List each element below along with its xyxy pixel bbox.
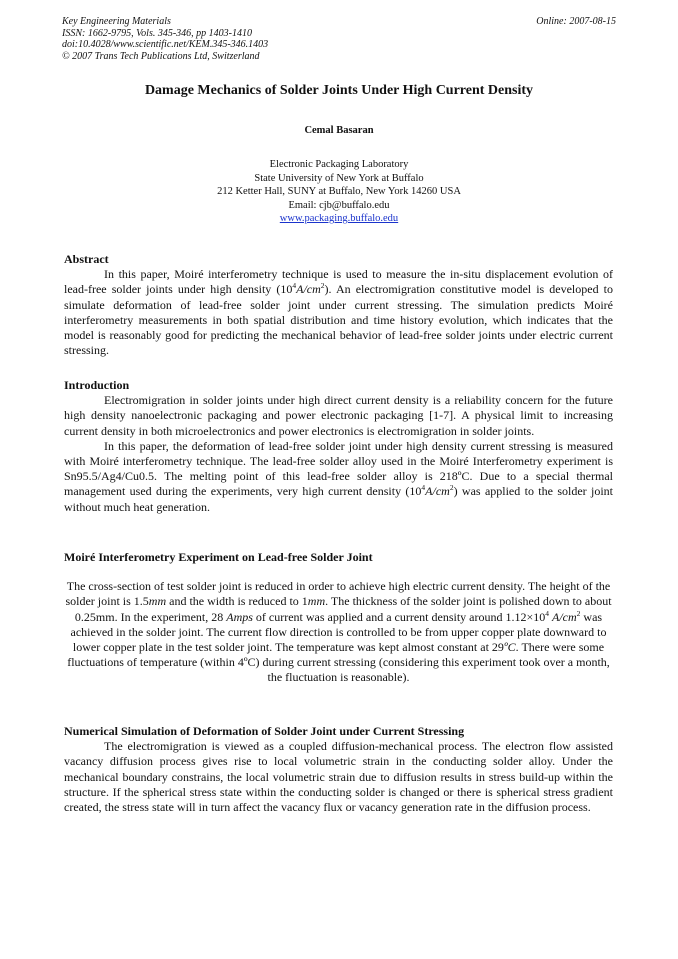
paper-title: Damage Mechanics of Solder Joints Under High Current Density [144, 83, 534, 98]
introduction-paragraph-1: Electromigration in solder joints under high direct current density is a reliability concern for the future high density nanoelectronic packaging and power electronic packaging [1-7]. A physical limit to increasing current density in both microelectronics and power electronics is electromigration in solder joints. [64, 393, 613, 438]
journal-name: Key Engineering Materials [62, 16, 171, 27]
introduction-paragraph-2: In this paper, the deformation of lead-free solder joint under high density current stressing is measured with Moiré interferometry technique. The lead-free solder alloy used in the Moiré Interferometry experiment is Sn95.5/Ag4/Cu0.5. The melting point of this lead-free solder alloy is 218ºC. Due to a special thermal management used during the experiments, very high current density $(10^4A/cm^2)$ was applied to the solder joint without much heat generation. [64, 438, 613, 514]
author-name: Cemal Basaran [304, 125, 374, 136]
online-date: Online: 2007-08-15 [536, 16, 616, 27]
moire-heading: Moiré Interferometry Experiment on Lead-free Solder Joint [64, 550, 373, 564]
journal-header [62, 16, 268, 62]
moire-section [64, 550, 613, 686]
introduction-heading: Introduction [64, 378, 130, 392]
affiliation-block [40, 158, 638, 226]
copyright-line: © 2007 Trans Tech Publications Ltd, Switzerland [62, 50, 260, 62]
numerical-simulation-heading: Numerical Simulation of Deformation of Solder Joint under Current Stressing [64, 724, 465, 738]
moire-paragraph: The cross-section of test solder joint is reduced in order to achieve high electric current density. The height of the solder joint is 1.5mm and the width is reduced to 1mm. The thickness of the solder joint is polished down to about 0.25mm. In the experiment, 28 Amps of current was applied and a current density around $1.12\times 10^4$ $A/cm^2$ was achieved in the solder joint. The current flow direction is controlled to be from upper copper plate downward to lower copper plate in the test solder joint. The temperature was kept almost constant at 29ºC. There were some fluctuations of temperature (within 4ºC) during current stressing (considering this experiment took over a month, the fluctuation is reasonable). [65, 579, 612, 685]
lab-website-link[interactable]: www.packaging.buffalo.edu [279, 213, 399, 224]
affiliation-university: State University of New York at Buffalo [254, 172, 424, 184]
numerical-simulation-paragraph: The electromigration is viewed as a coupled diffusion-mechanical process. The electron flow assisted vacancy diffusion process gives rise to local volumetric strain in the conducting solder alloy. Under the mechanical boundary constrains, the local volumetric strain due to diffusion results in stress build-up within the structure. If the spherical stress state within the conducting solder is changed or there is spherical stress gradient created, the stress state will in turn affect the vacancy flux or vacancy generation rate in the diffusion process. [64, 739, 613, 815]
abstract-section [64, 252, 613, 358]
affiliation-email: Email: cjb@buffalo.edu [288, 199, 390, 211]
affiliation-address: 212 Ketter Hall, SUNY at Buffalo, New York 14260 USA [217, 186, 461, 197]
abstract-paragraph: In this paper, Moiré interferometry technique is used to measure the in-situ displacement evolution of lead-free solder joints under high density $(10^4A/cm^2)$. An electromigration constitutive model is developed to simulate deformation of lead-free solder joint under current stressing. The simulation predicts Moiré interferometry measurements in both spatial distribution and time history evolution, which indicates that the model is reasonably good for predicting the mechanical behavior of lead-free solder joints under electric current stressing. [64, 267, 613, 358]
numerical-simulation-section [64, 724, 613, 815]
doi-line: doi:10.4028/www.scientific.net/KEM.345-346.1403 [62, 39, 269, 50]
introduction-section [64, 378, 613, 515]
affiliation-lab: Electronic Packaging Laboratory [269, 159, 409, 170]
abstract-heading: Abstract [64, 252, 109, 266]
issn-line: ISSN: 1662-9795, Vols. 345-346, pp 1403-1410 [62, 27, 252, 39]
